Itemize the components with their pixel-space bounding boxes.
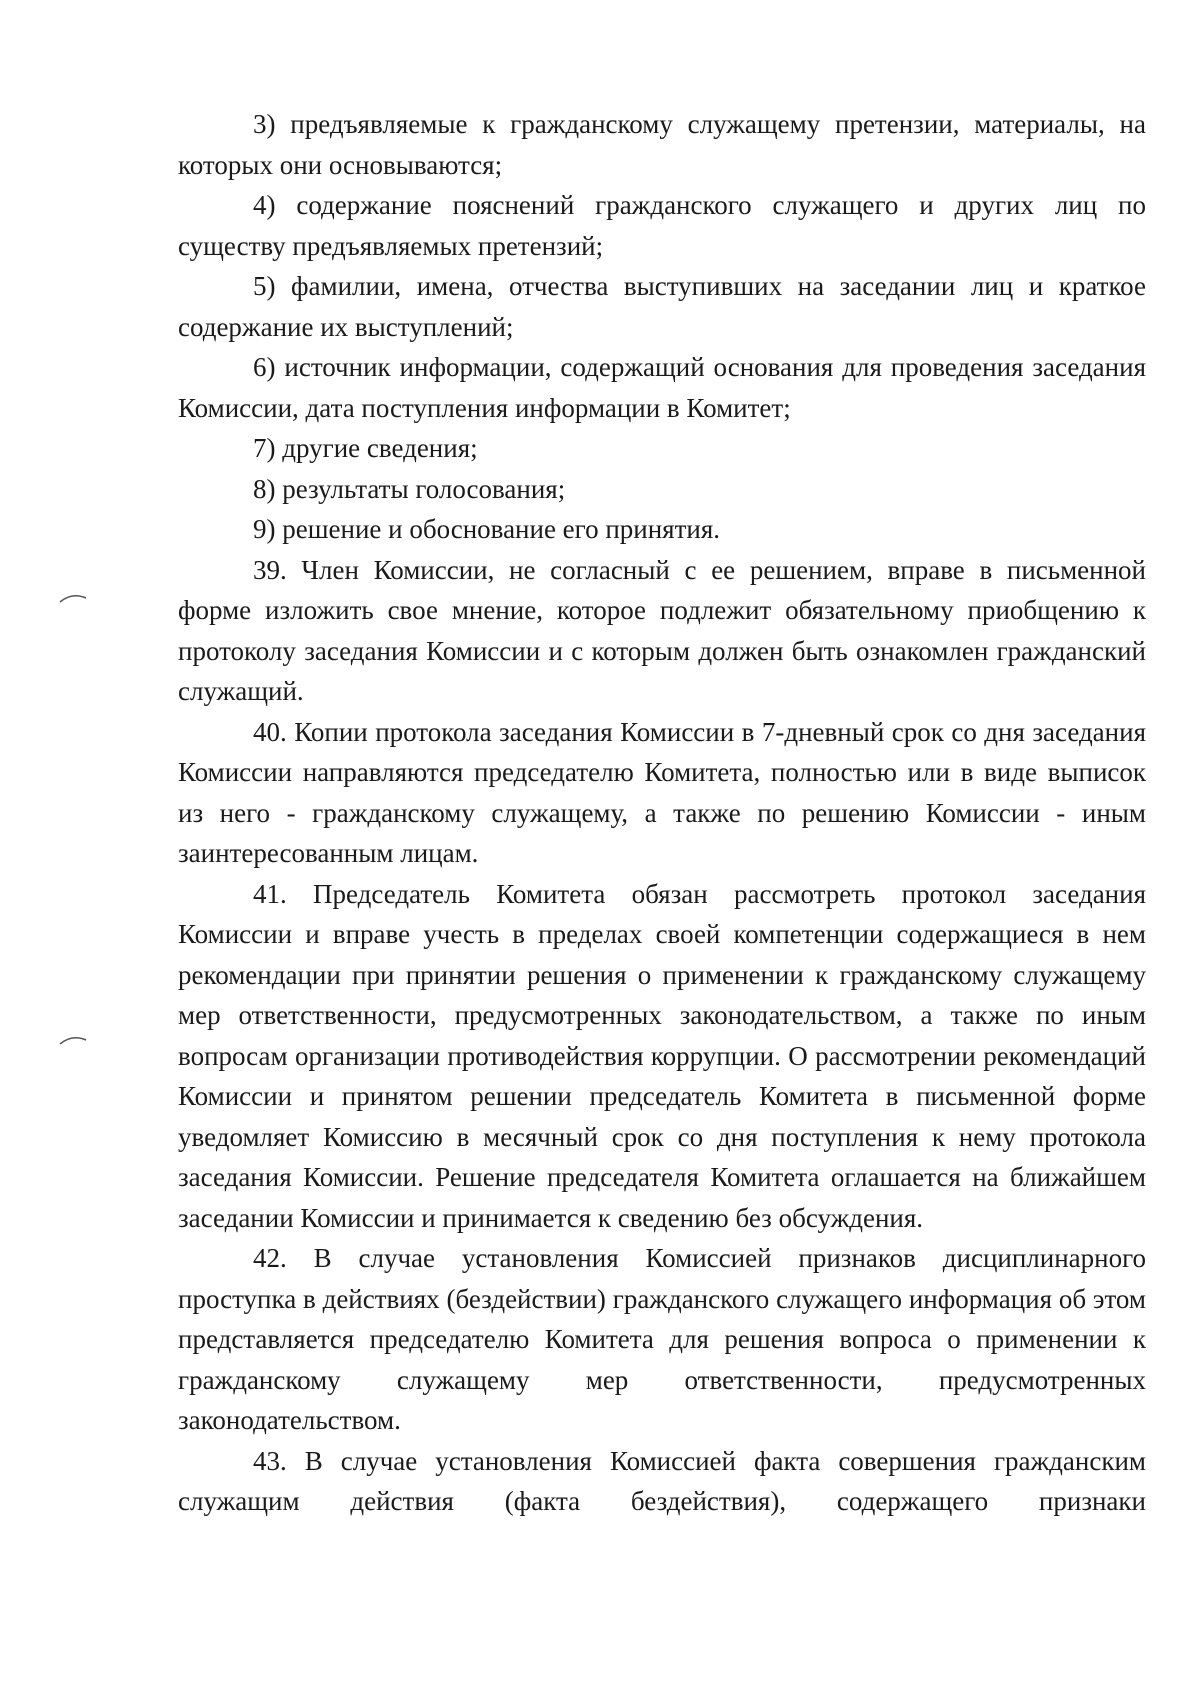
paragraph-clause-43: 43. В случае установления Комиссией факта совершения гражданским служащим действия (факта бездействия), содержащего признаки bbox=[178, 1445, 1146, 1516]
paragraph-item-5: 5) фамилии, имена, отчества выступивших на заседании лиц и краткое содержание их выступлений; bbox=[178, 271, 1146, 342]
paragraph-item-9: 9) решение и обоснование его принятия. bbox=[253, 514, 721, 544]
paragraph-clause-39: 39. Член Комиссии, не согласный с ее решением, вправе в письменной форме изложить свое мнение, которое подлежит обязательному приобщению к протоколу заседания Комиссии и с которым должен быть ознакомлен гражданский служащий. bbox=[178, 554, 1146, 706]
punch-hole-mark-lower bbox=[58, 1032, 88, 1046]
document-body bbox=[178, 104, 1146, 1522]
paragraph-item-8: 8) результаты голосования; bbox=[253, 473, 566, 504]
paragraph-item-7: 7) другие сведения; bbox=[253, 433, 478, 463]
paragraph-item-3: 3) предъявляемые к гражданскому служащему претензии, материалы, на которых они основываются; bbox=[178, 109, 1146, 180]
paragraph-clause-40: 40. Копии протокола заседания Комиссии в 7-дневный срок со дня заседания Комиссии направляются председателю Комитета, полностью или в виде выписок из него - гражданскому служащему, а также по решению Комиссии - иным заинтересованным лицам. bbox=[178, 716, 1146, 868]
paragraph-clause-41: 41. Председатель Комитета обязан рассмотреть протокол заседания Комиссии и вправе учесть в пределах своей компетенции содержащиеся в нем рекомендации при принятии решения о применении к гражданскому служащему мер ответственности, предусмотренных законодательством, а также по иным вопросам организации противодействия коррупции. О рассмотрении рекомендаций Комиссии и принятом решении председатель Комитета в письменной форме уведомляет Комиссию в месячный срок со дня поступления к нему протокола заседания Комиссии. Решение председателя Комитета оглашается на ближайшем заседании Комиссии и принимается к сведению без обсуждения. bbox=[178, 878, 1146, 1233]
punch-hole-mark-upper bbox=[58, 590, 88, 604]
paragraph-item-4: 4) содержание пояснений гражданского служащего и других лиц по существу предъявляемых претензий; bbox=[178, 190, 1146, 261]
paragraph-clause-42: 42. В случае установления Комиссией признаков дисциплинарного проступка в действиях (бездействии) гражданского служащего информация об этом представляется председателю Комитета для решения вопроса о применении к гражданскому служащему мер ответственности, предусмотренных законодательством. bbox=[178, 1243, 1146, 1435]
paragraph-item-6: 6) источник информации, содержащий основания для проведения заседания Комиссии, дата поступления информации в Комитет; bbox=[178, 352, 1146, 423]
